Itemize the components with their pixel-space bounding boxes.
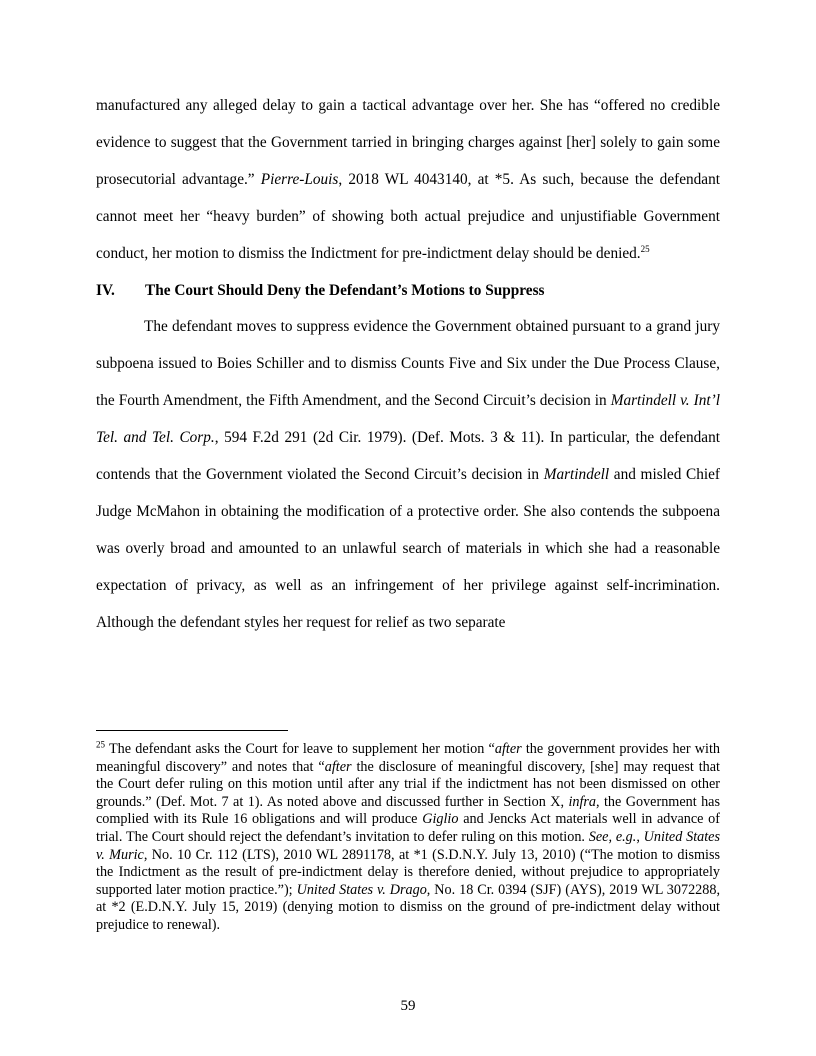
document-page <box>96 88 720 642</box>
footnote-text: , No. 10 Cr. 112 (LTS), 2010 WL 2891178, at *1 (S.D.N.Y. July 13, 2010) (“The motion to dismiss the Indictment as the result of pre-indictment delay is therefore denied, without prejudice to appropriately supported later motion practice.”); <box>96 846 720 898</box>
footnote-text: The defendant asks the Court for leave to supplement her motion “ <box>105 741 495 757</box>
footnote-text: the government provides her with meaningful discovery” and notes that “ <box>96 741 720 775</box>
footnote-emphasis: Giglio <box>422 811 459 828</box>
paragraph-text: , 594 F.2d 291 (2d Cir. 1979). (Def. Mots. 3 & 11). In particular, the defendant contends that the Government violated the Second Circuit’s decision in <box>96 429 720 484</box>
paragraph <box>96 309 720 641</box>
paragraph-text: and misled Chief Judge McMahon in obtaining the modification of a protective order. She also contends the subpoena was overly broad and amounted to an unlawful search of materials in which she had a reasonable expectation of privacy, as well as an infringement of her privilege against self-incrimination. Although the defendant styles her request for relief as two separate <box>96 466 721 631</box>
footnote-separator <box>96 730 288 731</box>
paragraph-continued <box>96 88 720 273</box>
case-citation: Pierre-Louis <box>260 170 339 188</box>
footnote-text: , <box>636 828 644 845</box>
footnote-emphasis: after <box>494 741 522 757</box>
page-number: 59 <box>400 998 416 1014</box>
footnote-emphasis: infra <box>568 793 597 810</box>
case-citation: Martindell <box>543 466 610 484</box>
footnote-reference[interactable]: 25 <box>640 243 650 254</box>
footnote-text: the disclosure of meaningful discovery, [she] may request that the Court defer ruling on this motion until after any trial if the indictment has not been dismissed on other grounds.” (Def. Mot. 7 at 1). As noted above and discussed further in Section X, <box>96 758 720 810</box>
section-number: IV. <box>96 281 115 299</box>
paragraph-text: manufactured any alleged delay to gain a tactical advantage over her. She has “offered no credible evidence to suggest that the Government tarried in bringing charges against [her] solely to gain some prosecutorial advantage.” <box>96 97 720 188</box>
footnote-emphasis: See, e.g. <box>588 828 637 845</box>
case-citation: Martindell v. Int’l Tel. and Tel. Corp. <box>96 392 720 447</box>
section-title: The Court Should Deny the Defendant’s Motions to Suppress <box>145 281 545 299</box>
paragraph-text: , 2018 WL 4043140, at *5. As such, because the defendant cannot meet her “heavy burden” of showing both actual prejudice and unjustifiable Government conduct, her motion to dismiss the Indictment for pre-indictment delay should be denied. <box>96 170 720 262</box>
section-heading <box>96 273 720 310</box>
footnote-number: 25 <box>96 739 105 750</box>
footnote <box>96 741 720 935</box>
footnote-text: and Jencks Act materials well in advance of trial. The Court should reject the defendant’s invitation to defer ruling on this motion. <box>96 811 720 845</box>
paragraph-text: The defendant moves to suppress evidence the Government obtained pursuant to a grand jury subpoena issued to Boies Schiller and to dismiss Counts Five and Six under the Due Process Clause, the Fourth Amendment, the Fifth Amendment, and the Second Circuit’s decision in <box>96 318 720 410</box>
footnote-text: , No. 18 Cr. 0394 (SJF) (AYS), 2019 WL 3072288, at *2 (E.D.N.Y. July 15, 2019) (denying motion to dismiss on the ground of pre-indictment delay without prejudice to renewal). <box>96 881 721 933</box>
case-citation: United States v. Drago <box>296 881 427 898</box>
case-citation: United States v. Muric <box>96 828 720 863</box>
footnote-text: , the Government has complied with its Rule 16 obligations and will produce <box>96 793 720 828</box>
footnote-emphasis: after <box>324 758 352 775</box>
